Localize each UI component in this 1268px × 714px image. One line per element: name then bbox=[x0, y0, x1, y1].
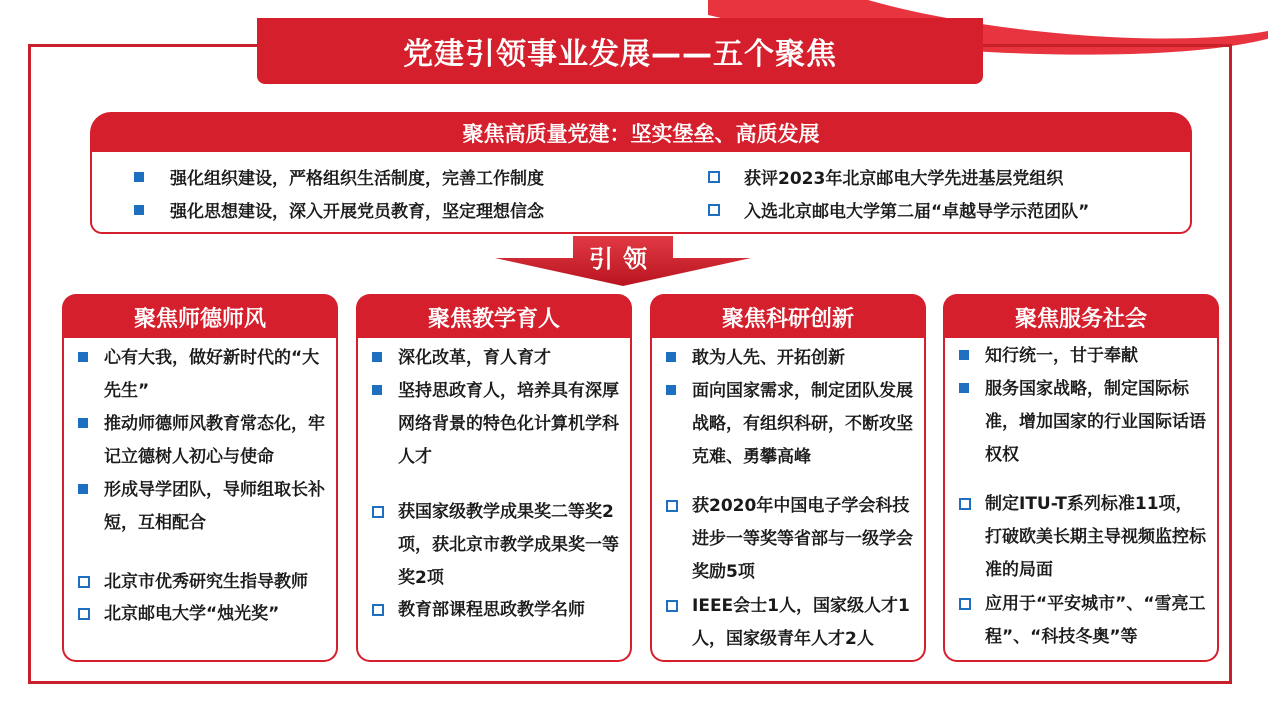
card-body bbox=[943, 338, 1219, 662]
list-item: 心有大我，做好新时代的“大先生” bbox=[78, 342, 328, 408]
card-title: 聚焦教学育人 bbox=[427, 306, 560, 332]
top-section-header bbox=[90, 112, 1192, 154]
hollow-square-bullet-icon bbox=[78, 576, 90, 588]
lead-arrow bbox=[495, 236, 751, 286]
square-bullet-icon bbox=[78, 418, 88, 428]
square-bullet-icon bbox=[134, 205, 144, 215]
hollow-square-bullet-icon bbox=[959, 598, 971, 610]
top-left-list bbox=[134, 160, 544, 226]
card-title: 聚焦师德师风 bbox=[133, 306, 266, 332]
card-header bbox=[943, 294, 1219, 340]
hollow-square-bullet-icon bbox=[708, 204, 720, 216]
list-item: 形成导学团队，导师组取长补短，互相配合 bbox=[78, 474, 328, 540]
hollow-square-bullet-icon bbox=[666, 500, 678, 512]
list-item: 获2020年中国电子学会科技进步一等奖等省部与一级学会奖励5项 bbox=[666, 490, 916, 589]
card-header bbox=[62, 294, 338, 340]
top-right-list bbox=[708, 160, 1089, 226]
square-bullet-icon bbox=[134, 172, 144, 182]
card-teacher-ethics bbox=[62, 294, 338, 662]
square-bullet-icon bbox=[959, 350, 969, 360]
list-item: 北京邮电大学“烛光奖” bbox=[78, 598, 328, 631]
page-title: 党建引领事业发展——五个聚焦 bbox=[403, 37, 837, 72]
card-teaching bbox=[356, 294, 632, 662]
top-section-title: 聚焦高质量党建：坚实堡垒、高质发展 bbox=[462, 122, 820, 146]
card-header bbox=[356, 294, 632, 340]
list-item: 知行统一，甘于奉献 bbox=[959, 340, 1209, 373]
hollow-square-bullet-icon bbox=[666, 600, 678, 612]
list-item: 面向国家需求，制定团队发展战略，有组织科研，不断攻坚克难、勇攀高峰 bbox=[666, 375, 916, 474]
card-body bbox=[62, 338, 338, 662]
square-bullet-icon bbox=[666, 352, 676, 362]
square-bullet-icon bbox=[372, 352, 382, 362]
square-bullet-icon bbox=[959, 383, 969, 393]
square-bullet-icon bbox=[78, 484, 88, 494]
card-body bbox=[356, 338, 632, 662]
top-section-body bbox=[90, 152, 1192, 234]
hollow-square-bullet-icon bbox=[372, 506, 384, 518]
list-item: 推动师德师风教育常态化，牢记立德树人初心与使命 bbox=[78, 408, 328, 474]
card-title: 聚焦科研创新 bbox=[721, 306, 854, 332]
list-item: 强化组织建设，严格组织生活制度，完善工作制度 bbox=[134, 160, 544, 193]
list-item: 入选北京邮电大学第二届“卓越导学示范团队” bbox=[708, 193, 1089, 226]
square-bullet-icon bbox=[372, 385, 382, 395]
card-title: 聚焦服务社会 bbox=[1014, 306, 1147, 332]
list-item: 应用于“平安城市”、“雪亮工程”、“科技冬奥”等 bbox=[959, 588, 1209, 654]
list-item: 制定ITU-T系列标准11项，打破欧美长期主导视频监控标准的局面 bbox=[959, 488, 1209, 587]
top-section bbox=[90, 112, 1192, 234]
list-item: 深化改革，育人育才 bbox=[372, 342, 622, 375]
list-item: 获国家级教学成果奖二等奖2项，获北京市教学成果奖一等奖2项 bbox=[372, 496, 622, 595]
list-item: 北京市优秀研究生指导教师 bbox=[78, 566, 328, 599]
list-item: 获评2023年北京邮电大学先进基层党组织 bbox=[708, 160, 1089, 193]
square-bullet-icon bbox=[666, 385, 676, 395]
hollow-square-bullet-icon bbox=[708, 171, 720, 183]
list-item: 强化思想建设，深入开展党员教育，坚定理想信念 bbox=[134, 193, 544, 226]
card-social-service bbox=[943, 294, 1219, 662]
list-item: IEEE会士1人，国家级人才1人，国家级青年人才2人 bbox=[666, 590, 916, 656]
card-header bbox=[650, 294, 926, 340]
list-item: 坚持思政育人，培养具有深厚网络背景的特色化计算机学科人才 bbox=[372, 375, 622, 474]
hollow-square-bullet-icon bbox=[372, 604, 384, 616]
hollow-square-bullet-icon bbox=[78, 608, 90, 620]
list-item: 敢为人先、开拓创新 bbox=[666, 342, 916, 375]
title-banner bbox=[257, 18, 983, 84]
hollow-square-bullet-icon bbox=[959, 498, 971, 510]
list-item: 服务国家战略，制定国际标准，增加国家的行业国际话语权权 bbox=[959, 373, 1209, 472]
arrow-label: 引领 bbox=[589, 245, 657, 273]
card-body bbox=[650, 338, 926, 662]
list-item: 教育部课程思政教学名师 bbox=[372, 594, 622, 627]
square-bullet-icon bbox=[78, 352, 88, 362]
card-research bbox=[650, 294, 926, 662]
